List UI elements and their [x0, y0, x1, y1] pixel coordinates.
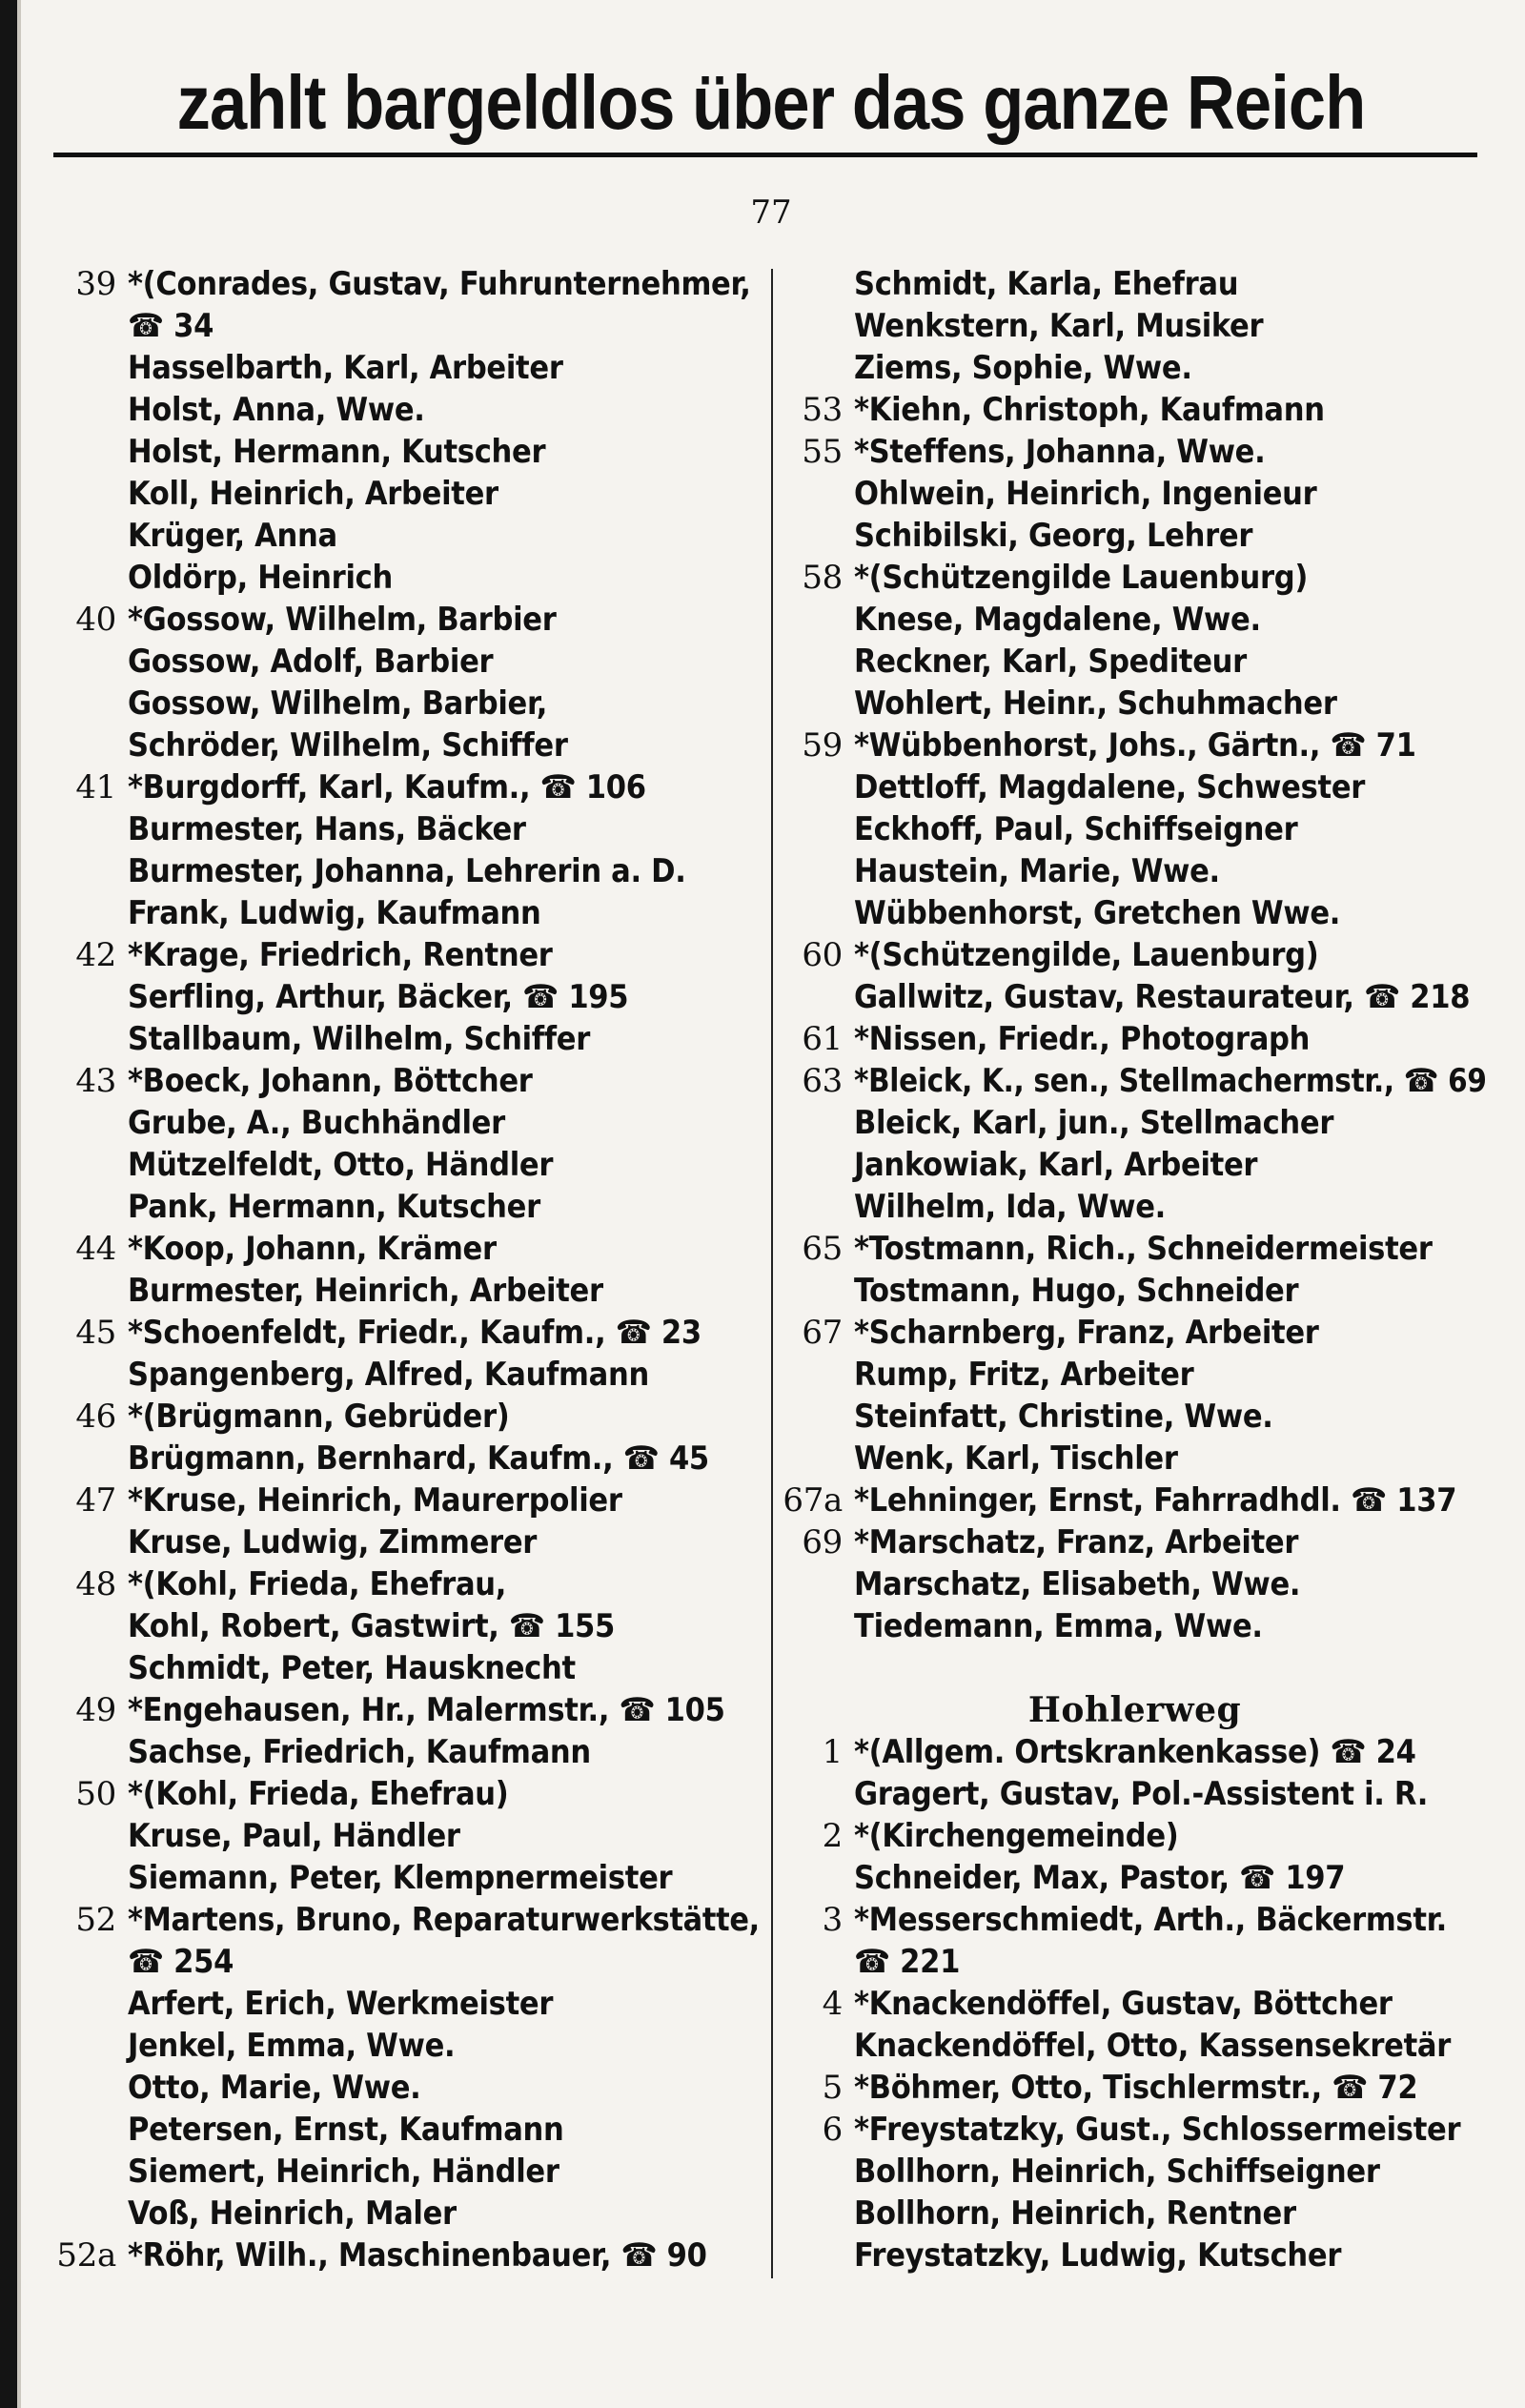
directory-entry — [53, 263, 763, 305]
directory-entry — [780, 1354, 1490, 1396]
directory-entry — [53, 976, 763, 1018]
directory-entry — [53, 641, 763, 683]
resident-text: Knackendöffel, Otto, Kassensekretär — [854, 2027, 1452, 2065]
resident-text: *Nissen, Friedr., Photograph — [854, 1020, 1311, 1058]
directory-entry — [53, 724, 763, 766]
resident-text: Holst, Hermann, Kutscher — [128, 433, 546, 471]
resident-text: Burmester, Hans, Bäcker — [128, 810, 526, 848]
resident-text: *(Conrades, Gustav, Fuhrunternehmer, — [128, 265, 751, 303]
directory-entry — [780, 515, 1490, 557]
directory-entry — [53, 1983, 763, 2025]
directory-entry — [53, 1018, 763, 1060]
resident-text: ☎ 221 — [854, 1943, 961, 1981]
directory-entry — [53, 1815, 763, 1857]
resident-text: Oldörp, Heinrich — [128, 559, 393, 597]
directory-entry — [780, 389, 1490, 431]
resident-text: *Schoenfeldt, Friedr., Kaufm., ☎ 23 — [128, 1314, 702, 1352]
resident-text: Burmester, Heinrich, Arbeiter — [128, 1272, 603, 1310]
page-banner: zahlt bargeldlos über das ganze Reich — [176, 60, 1366, 145]
house-number: 50 — [75, 1775, 116, 1813]
directory-entry — [53, 1857, 763, 1899]
street-name: Hohlerweg — [1027, 1690, 1242, 1730]
house-number: 58 — [802, 559, 843, 597]
house-number: 52 — [75, 1901, 116, 1939]
resident-text: Siemann, Peter, Klempnermeister — [128, 1859, 673, 1897]
directory-entry — [780, 641, 1490, 683]
directory-entry — [780, 1312, 1490, 1354]
resident-text: Koll, Heinrich, Arbeiter — [128, 475, 498, 513]
resident-text: Wilhelm, Ida, Wwe. — [854, 1188, 1166, 1226]
resident-text: Haustein, Marie, Wwe. — [854, 852, 1220, 890]
directory-entry — [53, 1186, 763, 1228]
directory-entry — [53, 766, 763, 808]
directory-entry — [53, 305, 763, 347]
directory-entry — [780, 2109, 1490, 2151]
house-number: 65 — [802, 1230, 843, 1268]
directory-entry — [53, 2151, 763, 2193]
left-column — [53, 263, 763, 2276]
house-number: 1 — [822, 1733, 843, 1771]
directory-entry — [780, 766, 1490, 808]
directory-entry — [53, 1899, 763, 1941]
directory-entry — [780, 431, 1490, 473]
house-number: 52a — [56, 2236, 116, 2275]
directory-entry — [780, 2067, 1490, 2109]
directory-entry — [780, 1815, 1490, 1857]
directory-entry — [780, 2193, 1490, 2235]
directory-entry — [780, 2235, 1490, 2276]
directory-entry — [780, 1270, 1490, 1312]
directory-entry — [53, 1144, 763, 1186]
resident-text: Voß, Heinrich, Maler — [128, 2194, 457, 2233]
directory-entry — [780, 2025, 1490, 2067]
house-number: 42 — [75, 936, 116, 974]
resident-text: *Marschatz, Franz, Arbeiter — [854, 1523, 1299, 1561]
directory-entry — [53, 808, 763, 850]
resident-text: Petersen, Ernst, Kaufmann — [128, 2111, 564, 2149]
house-number: 43 — [75, 1062, 116, 1100]
directory-entry — [53, 347, 763, 389]
directory-entry — [780, 1438, 1490, 1479]
house-number: 55 — [802, 433, 843, 471]
resident-text: Schibilski, Georg, Lehrer — [854, 517, 1253, 555]
resident-text: Wohlert, Heinr., Schuhmacher — [854, 684, 1337, 723]
resident-text: Sachse, Friedrich, Kaufmann — [128, 1733, 591, 1771]
resident-text: Kruse, Paul, Händler — [128, 1817, 460, 1855]
directory-entry — [780, 724, 1490, 766]
resident-text: Tostmann, Hugo, Schneider — [854, 1272, 1299, 1310]
resident-text: *(Allgem. Ortskrankenkasse) ☎ 24 — [854, 1733, 1416, 1771]
resident-text: *Böhmer, Otto, Tischlermstr., ☎ 72 — [854, 2069, 1418, 2107]
resident-text: Gossow, Adolf, Barbier — [128, 643, 494, 681]
house-number: 4 — [822, 1985, 843, 2023]
resident-text: Grube, A., Buchhändler — [128, 1104, 505, 1142]
directory-entry — [780, 1773, 1490, 1815]
directory-entry — [780, 263, 1490, 305]
directory-entry — [53, 1773, 763, 1815]
resident-text: *Gossow, Wilhelm, Barbier — [128, 601, 557, 639]
resident-text: *(Schützengilde Lauenburg) — [854, 559, 1309, 597]
directory-entry — [53, 892, 763, 934]
directory-entry — [53, 1689, 763, 1731]
directory-entry — [780, 1396, 1490, 1438]
resident-text: Jenkel, Emma, Wwe. — [128, 2027, 456, 2065]
column-divider — [771, 269, 773, 2278]
directory-entry — [780, 599, 1490, 641]
directory-entry — [53, 2235, 763, 2276]
resident-text: Wübbenhorst, Gretchen Wwe. — [854, 894, 1341, 932]
house-number: 59 — [802, 726, 843, 765]
resident-text: *Scharnberg, Franz, Arbeiter — [854, 1314, 1319, 1352]
directory-entry — [53, 1647, 763, 1689]
resident-text: *Kruse, Heinrich, Maurerpolier — [128, 1481, 622, 1520]
directory-entry — [780, 305, 1490, 347]
directory-entry — [780, 557, 1490, 599]
resident-text: *Burgdorff, Karl, Kaufm., ☎ 106 — [128, 768, 646, 806]
resident-text: Gossow, Wilhelm, Barbier, — [128, 684, 548, 723]
directory-entry — [53, 389, 763, 431]
house-number: 61 — [802, 1020, 843, 1058]
directory-entry — [53, 850, 763, 892]
right-column — [780, 263, 1490, 2276]
resident-text: *(Kohl, Frieda, Ehefrau, — [128, 1565, 507, 1603]
resident-text: *Bleick, K., sen., Stellmachermstr., ☎ 69 — [854, 1062, 1487, 1100]
resident-text: Dettloff, Magdalene, Schwester — [854, 768, 1366, 806]
house-number: 41 — [75, 768, 116, 806]
house-number: 3 — [822, 1901, 843, 1939]
directory-entry — [780, 1018, 1490, 1060]
directory-entry — [780, 892, 1490, 934]
directory-page — [17, 0, 1525, 2408]
resident-text: *(Kohl, Frieda, Ehefrau) — [128, 1775, 509, 1813]
house-number: 44 — [75, 1230, 116, 1268]
directory-entry — [780, 2151, 1490, 2193]
house-number: 40 — [75, 601, 116, 639]
house-number: 49 — [75, 1691, 116, 1729]
resident-text: Krüger, Anna — [128, 517, 337, 555]
directory-entry — [780, 683, 1490, 724]
resident-text: Hasselbarth, Karl, Arbeiter — [128, 349, 563, 387]
resident-text: Kruse, Ludwig, Zimmerer — [128, 1523, 538, 1561]
directory-entry — [780, 1521, 1490, 1563]
resident-text: Otto, Marie, Wwe. — [128, 2069, 421, 2107]
resident-text: Steinfatt, Christine, Wwe. — [854, 1398, 1273, 1436]
directory-entry — [53, 1521, 763, 1563]
resident-text: Stallbaum, Wilhelm, Schiffer — [128, 1020, 590, 1058]
directory-entry — [53, 1270, 763, 1312]
directory-entry — [780, 1605, 1490, 1647]
page-number: 77 — [750, 194, 792, 232]
resident-text: *Lehninger, Ernst, Fahrradhdl. ☎ 137 — [854, 1481, 1457, 1520]
directory-entry — [780, 1479, 1490, 1521]
directory-entry — [780, 1731, 1490, 1773]
directory-entry — [780, 934, 1490, 976]
resident-text: *(Schützengilde, Lauenburg) — [854, 936, 1319, 974]
resident-text: *Kiehn, Christoph, Kaufmann — [854, 391, 1325, 429]
resident-text: Frank, Ludwig, Kaufmann — [128, 894, 541, 932]
resident-text: Wenk, Karl, Tischler — [854, 1439, 1178, 1478]
resident-text: *Wübbenhorst, Johs., Gärtn., ☎ 71 — [854, 726, 1416, 765]
directory-entry — [53, 1102, 763, 1144]
house-number: 46 — [75, 1398, 116, 1436]
directory-entry — [53, 1438, 763, 1479]
resident-text: *Messerschmiedt, Arth., Bäckermstr. — [854, 1901, 1447, 1939]
resident-text: ☎ 254 — [128, 1943, 234, 1981]
directory-entry — [53, 1354, 763, 1396]
resident-text: Ohlwein, Heinrich, Ingenieur — [854, 475, 1317, 513]
resident-text: Freystatzky, Ludwig, Kutscher — [854, 2236, 1342, 2275]
directory-entry — [53, 599, 763, 641]
house-number: 47 — [75, 1481, 116, 1520]
directory-entry — [53, 1563, 763, 1605]
resident-text: Jankowiak, Karl, Arbeiter — [854, 1146, 1258, 1184]
resident-text: Ziems, Sophie, Wwe. — [854, 349, 1192, 387]
resident-text: Bollhorn, Heinrich, Rentner — [854, 2194, 1296, 2233]
directory-entry — [53, 1479, 763, 1521]
resident-text: Schmidt, Peter, Hausknecht — [128, 1649, 576, 1687]
directory-entry — [780, 850, 1490, 892]
directory-entry — [780, 1647, 1490, 1689]
directory-entry — [53, 2109, 763, 2151]
directory-entry — [53, 2193, 763, 2235]
directory-entry — [53, 515, 763, 557]
house-number: 5 — [822, 2069, 843, 2107]
directory-entry — [53, 1396, 763, 1438]
directory-entry — [780, 1899, 1490, 1941]
house-number: 53 — [802, 391, 843, 429]
house-number: 67a — [783, 1481, 843, 1520]
house-number: 48 — [75, 1565, 116, 1603]
resident-text: Knese, Magdalene, Wwe. — [854, 601, 1261, 639]
resident-text: Serfling, Arthur, Bäcker, ☎ 195 — [128, 978, 629, 1016]
directory-entry — [780, 473, 1490, 515]
resident-text: *(Brügmann, Gebrüder) — [128, 1398, 510, 1436]
resident-text: *Steffens, Johanna, Wwe. — [854, 433, 1266, 471]
directory-entry — [53, 2025, 763, 2067]
resident-text: *Koop, Johann, Krämer — [128, 1230, 497, 1268]
house-number: 39 — [75, 265, 116, 303]
resident-text: *Boeck, Johann, Böttcher — [128, 1062, 533, 1100]
house-number: 60 — [802, 936, 843, 974]
directory-entry — [780, 1186, 1490, 1228]
directory-entry — [53, 431, 763, 473]
house-number: 45 — [75, 1314, 116, 1352]
directory-entry — [780, 1228, 1490, 1270]
house-number: 69 — [802, 1523, 843, 1561]
directory-entry — [53, 1605, 763, 1647]
resident-text: *Röhr, Wilh., Maschinenbauer, ☎ 90 — [128, 2236, 707, 2275]
resident-text: ☎ 34 — [128, 307, 214, 345]
resident-text: Siemert, Heinrich, Händler — [128, 2153, 559, 2191]
street-heading — [780, 1689, 1490, 1731]
directory-entry — [780, 1941, 1490, 1983]
house-number: 67 — [802, 1314, 843, 1352]
resident-text: Spangenberg, Alfred, Kaufmann — [128, 1356, 649, 1394]
resident-text: Bleick, Karl, jun., Stellmacher — [854, 1104, 1334, 1142]
resident-text: Tiedemann, Emma, Wwe. — [854, 1607, 1263, 1645]
resident-text: Arfert, Erich, Werkmeister — [128, 1985, 554, 2023]
directory-entry — [53, 1731, 763, 1773]
directory-entry — [53, 557, 763, 599]
resident-text: Pank, Hermann, Kutscher — [128, 1188, 540, 1226]
resident-text: *Freystatzky, Gust., Schlossermeister — [854, 2111, 1461, 2149]
resident-text: *Tostmann, Rich., Schneidermeister — [854, 1230, 1433, 1268]
directory-entry — [780, 347, 1490, 389]
resident-text: Gragert, Gustav, Pol.-Assistent i. R. — [854, 1775, 1429, 1813]
directory-entry — [780, 1060, 1490, 1102]
resident-text: Schröder, Wilhelm, Schiffer — [128, 726, 568, 765]
directory-entry — [53, 1941, 763, 1983]
resident-text: Brügmann, Bernhard, Kaufm., ☎ 45 — [128, 1439, 709, 1478]
house-number: 63 — [802, 1062, 843, 1100]
directory-entry — [780, 808, 1490, 850]
directory-entry — [53, 473, 763, 515]
directory-entry — [780, 976, 1490, 1018]
resident-text: *Krage, Friedrich, Rentner — [128, 936, 553, 974]
resident-text: Marschatz, Elisabeth, Wwe. — [854, 1565, 1301, 1603]
directory-entry — [780, 1144, 1490, 1186]
resident-text: *Knackendöffel, Gustav, Böttcher — [854, 1985, 1393, 2023]
directory-entry — [780, 1857, 1490, 1899]
house-number: 2 — [822, 1817, 843, 1855]
directory-entry — [780, 1102, 1490, 1144]
directory-entry — [53, 1060, 763, 1102]
resident-text: Mützelfeldt, Otto, Händler — [128, 1146, 554, 1184]
header-rule — [53, 153, 1477, 157]
resident-text: Kohl, Robert, Gastwirt, ☎ 155 — [128, 1607, 616, 1645]
directory-entry — [53, 1228, 763, 1270]
resident-text: Rump, Fritz, Arbeiter — [854, 1356, 1194, 1394]
resident-text: Reckner, Karl, Spediteur — [854, 643, 1247, 681]
resident-text: *Engehausen, Hr., Malermstr., ☎ 105 — [128, 1691, 725, 1729]
directory-entry — [53, 1312, 763, 1354]
directory-entry — [53, 934, 763, 976]
resident-text: Schneider, Max, Pastor, ☎ 197 — [854, 1859, 1346, 1897]
resident-text: Gallwitz, Gustav, Restaurateur, ☎ 218 — [854, 978, 1471, 1016]
resident-text: Eckhoff, Paul, Schiffseigner — [854, 810, 1298, 848]
directory-entry — [53, 2067, 763, 2109]
directory-entry — [53, 683, 763, 724]
resident-text: Holst, Anna, Wwe. — [128, 391, 425, 429]
directory-entry — [780, 1563, 1490, 1605]
resident-text: Schmidt, Karla, Ehefrau — [854, 265, 1239, 303]
resident-text: *(Kirchengemeinde) — [854, 1817, 1179, 1855]
resident-text: Wenkstern, Karl, Musiker — [854, 307, 1264, 345]
house-number: 6 — [822, 2111, 843, 2149]
directory-entry — [780, 1983, 1490, 2025]
resident-text: *Martens, Bruno, Reparaturwerkstätte, — [128, 1901, 760, 1939]
resident-text: Bollhorn, Heinrich, Schiffseigner — [854, 2153, 1380, 2191]
resident-text: Burmester, Johanna, Lehrerin a. D. — [128, 852, 686, 890]
